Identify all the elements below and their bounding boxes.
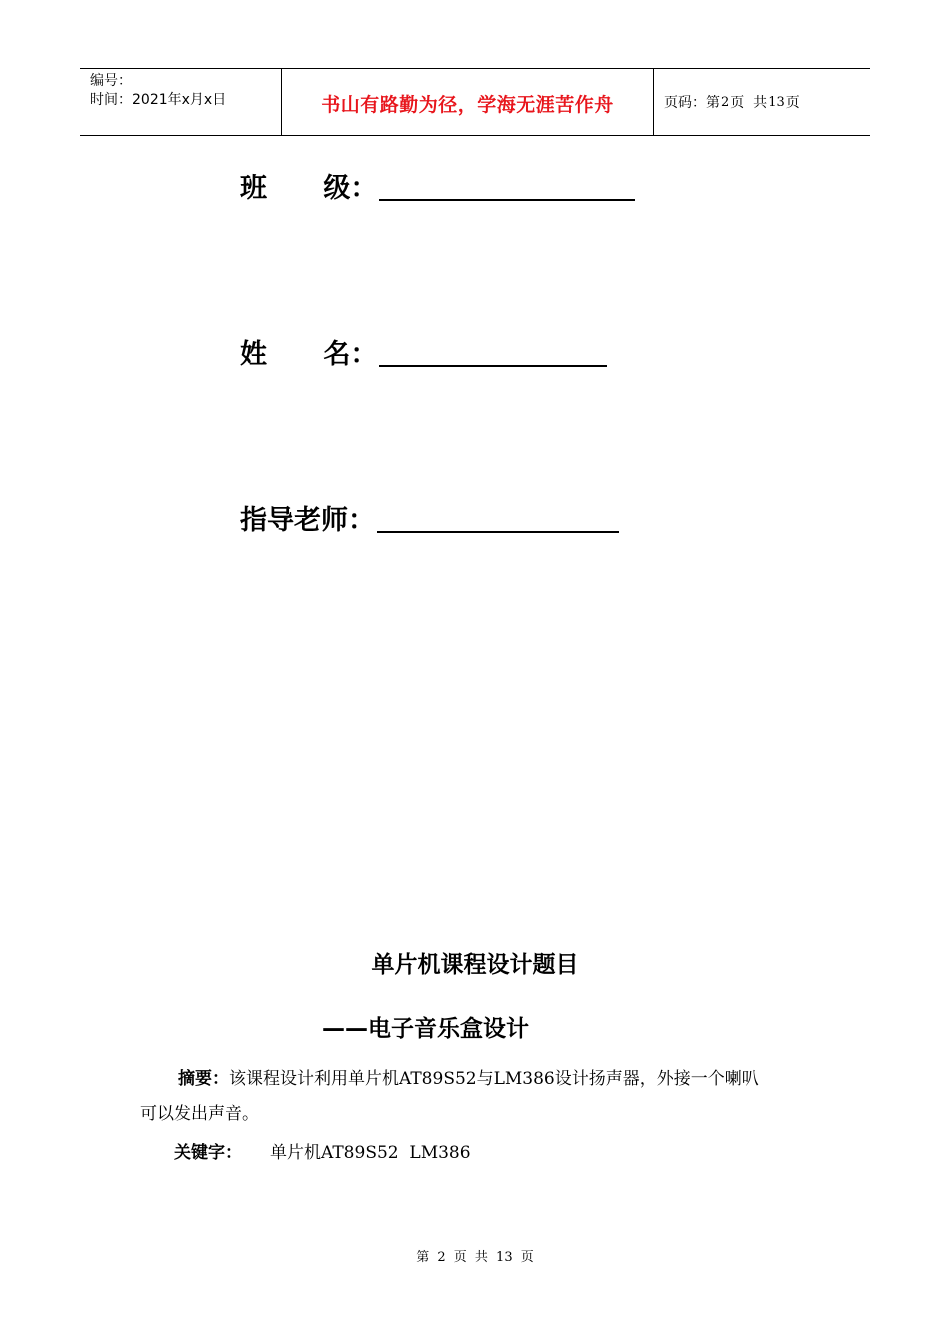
name-field (240, 332, 607, 371)
name-label: 姓 名： (240, 339, 378, 370)
header-meta (80, 69, 282, 135)
keywords-row (174, 1138, 471, 1163)
abstract-text-1: 该课程设计利用单片机AT89S52与LM386设计扬声器，外接一个喇叭 (229, 1069, 759, 1089)
abstract-paragraph (140, 1062, 830, 1132)
class-blank-line[interactable] (379, 173, 635, 201)
keywords-value: 单片机AT89S52 LM386 (270, 1143, 471, 1163)
teacher-blank-line[interactable] (377, 505, 619, 533)
page-footer: 第 2 页 共 13 页 (416, 1250, 534, 1265)
page-header (80, 68, 870, 136)
course-title: 单片机课程设计题目 (371, 952, 579, 978)
header-page-info (654, 69, 870, 135)
document-time-label: 时间：2021年x月x日 (90, 92, 227, 108)
course-subtitle: ——电子音乐盒设计 (322, 1016, 529, 1042)
teacher-field (240, 498, 619, 537)
page-mid: 页 共 (730, 95, 768, 111)
abstract-label: 摘要： (178, 1069, 229, 1089)
page-suffix: 页 (785, 95, 800, 111)
teacher-label: 指导老师： (240, 505, 375, 536)
header-motto: 书山有路勤为径，学海无涯苦作舟 (321, 93, 614, 116)
class-field (240, 166, 635, 205)
page-current-number: 2 (721, 94, 730, 110)
abstract-line-1 (140, 1062, 830, 1097)
page-prefix: 页码：第 (664, 95, 720, 111)
keywords-label: 关键字： (174, 1143, 242, 1163)
abstract-line-2: 可以发出声音。 (140, 1104, 259, 1124)
class-label: 班 级： (240, 173, 378, 204)
header-motto-cell (282, 69, 654, 135)
page-total-number: 13 (768, 94, 785, 110)
name-blank-line[interactable] (379, 339, 607, 367)
document-number-label: 编号： (90, 73, 132, 89)
